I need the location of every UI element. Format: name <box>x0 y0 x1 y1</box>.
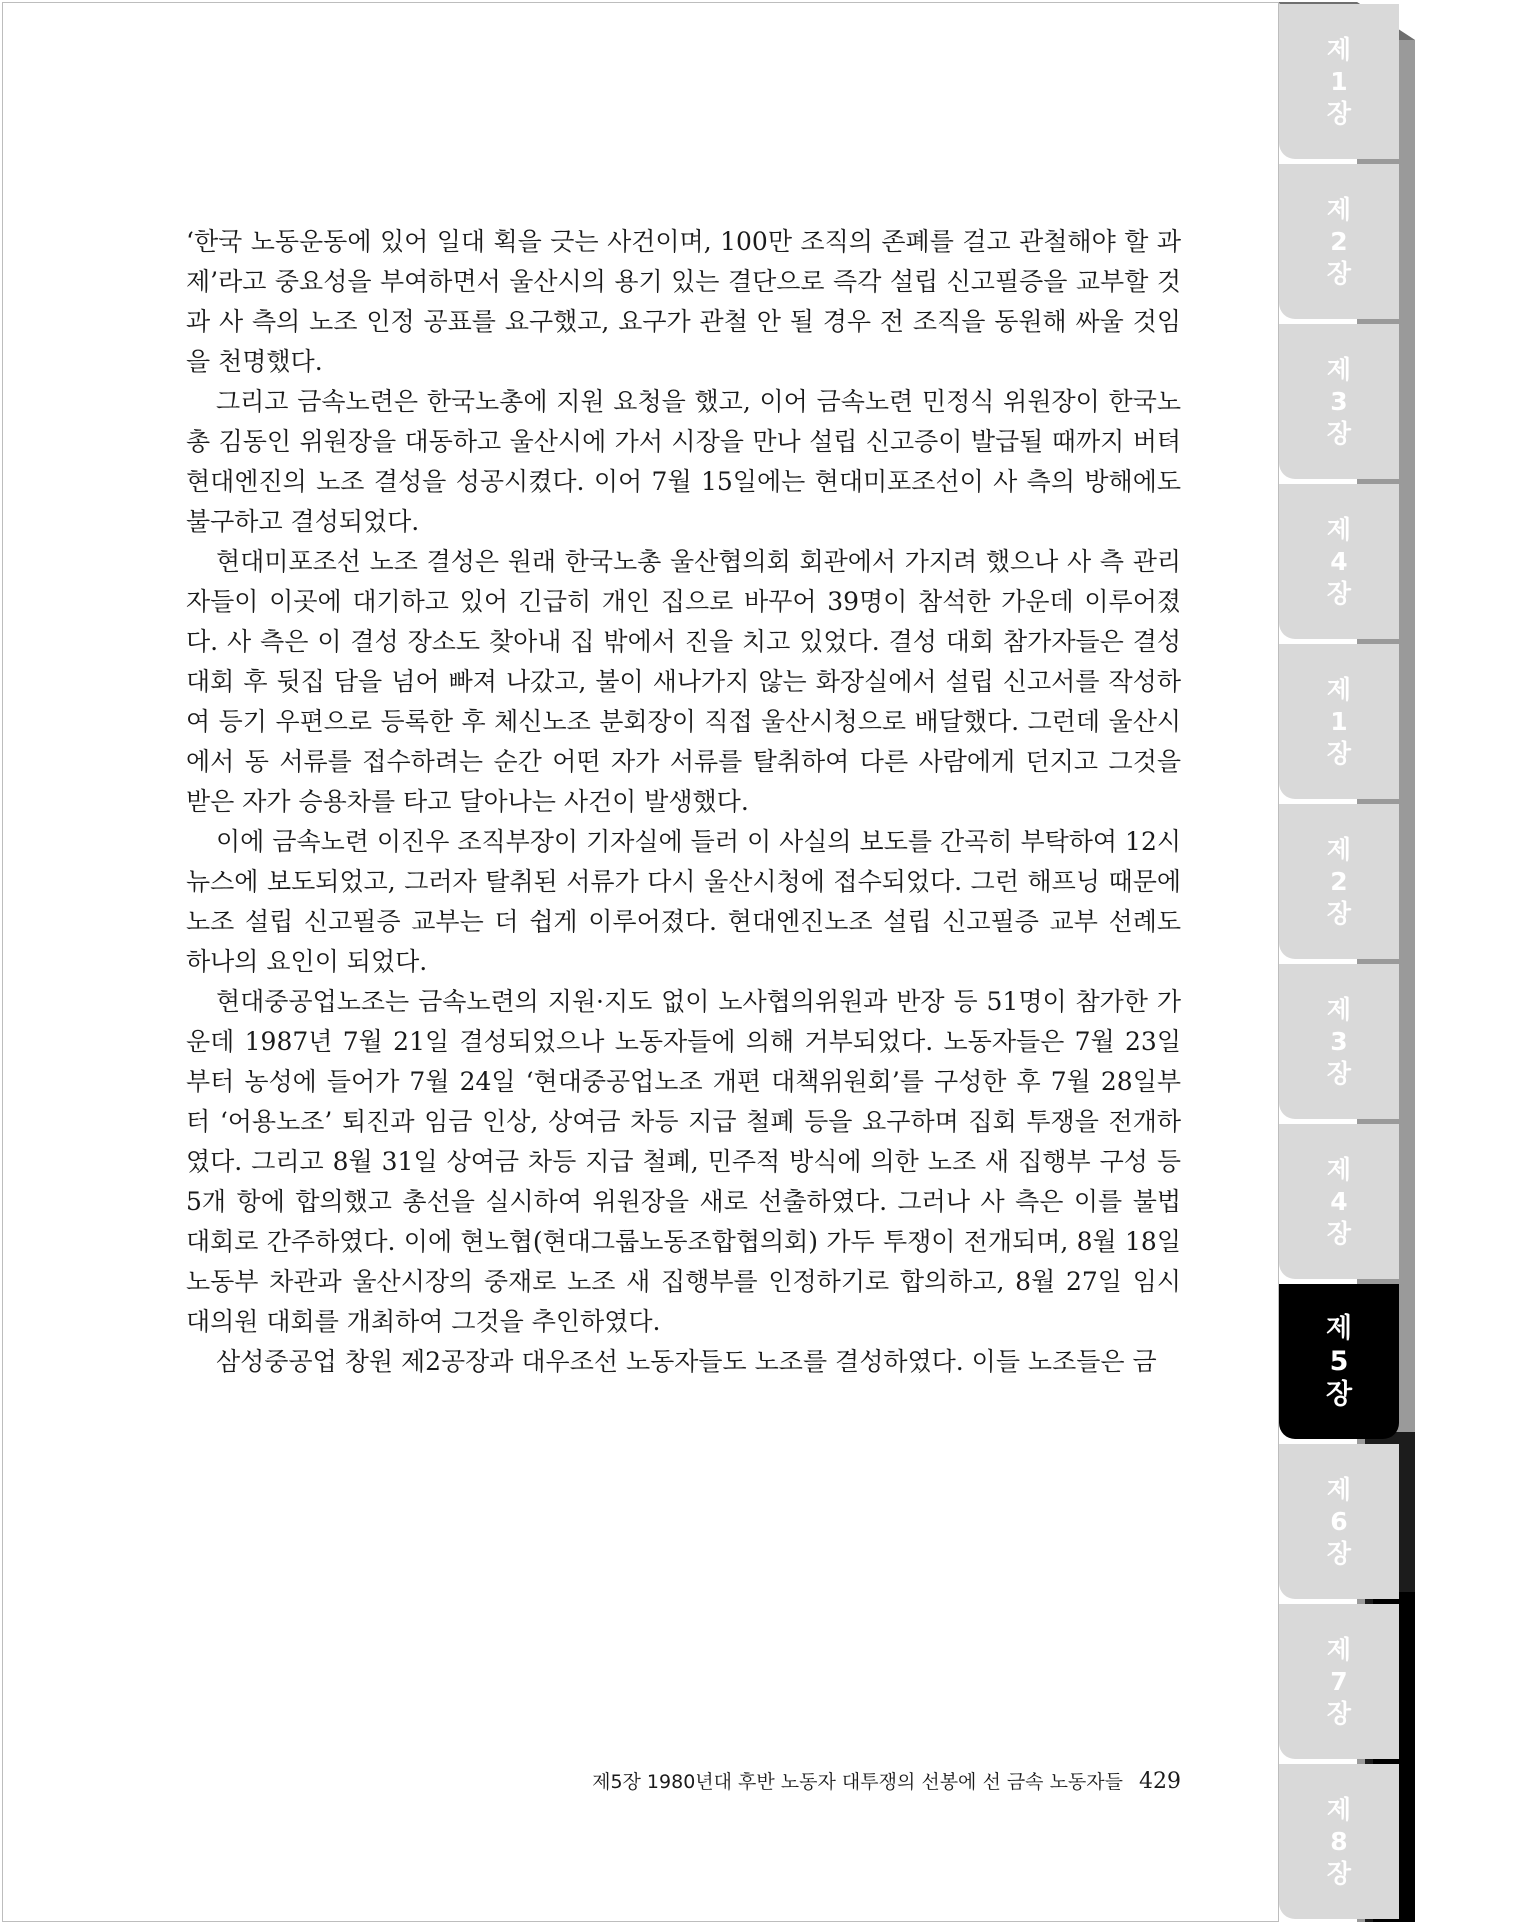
chapter-tab-label: 제6장 <box>1326 1474 1352 1568</box>
chapter-tab-label: 제1장 <box>1326 674 1352 768</box>
chapter-tab[interactable] <box>1279 164 1399 319</box>
chapter-tab[interactable] <box>1279 1284 1399 1439</box>
chapter-tab[interactable] <box>1279 1764 1399 1919</box>
chapter-tab[interactable] <box>1279 324 1399 479</box>
paragraph: 삼성중공업 창원 제2공장과 대우조선 노동자들도 노조를 결성하였다. 이들 노조들은 금 <box>216 1347 1157 1376</box>
chapter-tab[interactable] <box>1279 804 1399 959</box>
running-footer <box>486 1767 1181 1797</box>
chapter-tab[interactable] <box>1279 1444 1399 1599</box>
chapter-tab-label: 제2장 <box>1326 194 1352 288</box>
chapter-tab-label: 제3장 <box>1326 994 1352 1088</box>
running-title: 제5장 1980년대 후반 노동자 대투쟁의 선봉에 선 금속 노동자들 <box>592 1771 1123 1793</box>
chapter-tab-label: 제1장 <box>1326 34 1352 128</box>
chapter-tab-label: 제7장 <box>1326 1634 1352 1728</box>
paragraph: 그리고 금속노련은 한국노총에 지원 요청을 했고, 이어 금속노련 민정식 위원장이 한국노총 김동인 위원장을 대동하고 울산시에 가서 시장을 만나 설립 신고증이 발급될 때까지 버텨 현대엔진의 노조 결성을 성공시켰다. 이어 7월 15일에는 현대미포조선이 사 측의 방해에도 불구하고 결성되었다. <box>186 387 1181 536</box>
chapter-tab[interactable] <box>1279 644 1399 799</box>
paragraph: 현대중공업노조는 금속노련의 지원·지도 없이 노사협의위원과 반장 등 51명이 참가한 가운데 1987년 7월 21일 결성되었으나 노동자들에 의해 거부되었다. 노동자들은 7월 23일부터 농성에 들어가 7월 24일 ‘현대중공업노조 개편 대책위원회’를 구성한 후 7월 28일부터 ‘어용노조’ 퇴진과 임금 인상, 상여금 차등 지급 철폐 등을 요구하며 집회 투쟁을 전개하였다. 그리고 8월 31일 상여금 차등 지급 철폐, 민주적 방식에 의한 노조 새 집행부 구성 등 5개 항에 합의했고 총선을 실시하여 위원장을 새로 선출하였다. 그러나 사 측은 이를 불법 대회로 간주하였다. 이에 현노협(현대그룹노동조합협의회) 가두 투쟁이 전개되며, 8월 18일 노동부 차관과 울산시장의 중재로 노조 새 집행부를 인정하기로 합의하고, 8월 27일 임시 대의원 대회를 개최하여 그것을 추인하였다. <box>186 987 1181 1336</box>
paragraph: ‘한국 노동운동에 있어 일대 획을 긋는 사건이며, 100만 조직의 존폐를 걸고 관철해야 할 과제’라고 중요성을 부여하면서 울산시의 용기 있는 결단으로 즉각 설립 신고필증을 교부할 것과 사 측의 노조 인정 공표를 요구했고, 요구가 관철 안 될 경우 전 조직을 동원해 싸울 것임을 천명했다. <box>186 227 1181 376</box>
chapter-tab-label: 제4장 <box>1326 514 1352 608</box>
page-number: 429 <box>1139 1769 1181 1794</box>
chapter-tab-label: 제5장 <box>1325 1313 1353 1410</box>
chapter-tab[interactable] <box>1279 4 1399 159</box>
chapter-tab[interactable] <box>1279 1124 1399 1279</box>
chapter-tab-label: 제3장 <box>1326 354 1352 448</box>
body-text <box>186 222 1181 1382</box>
chapter-tab[interactable] <box>1279 1604 1399 1759</box>
chapter-tab[interactable] <box>1279 484 1399 639</box>
chapter-tab-label: 제8장 <box>1326 1794 1352 1888</box>
chapter-tab[interactable] <box>1279 964 1399 1119</box>
paragraph: 현대미포조선 노조 결성은 원래 한국노총 울산협의회 회관에서 가지려 했으나 사 측 관리자들이 이곳에 대기하고 있어 긴급히 개인 집으로 바꾸어 39명이 참석한 가운데 이루어졌다. 사 측은 이 결성 장소도 찾아내 집 밖에서 진을 치고 있었다. 결성 대회 참가자들은 결성 대회 후 뒷집 담을 넘어 빠져 나갔고, 불이 새나가지 않는 화장실에서 설립 신고서를 작성하여 등기 우편으로 등록한 후 체신노조 분회장이 직접 울산시청으로 배달했다. 그런데 울산시에서 동 서류를 접수하려는 순간 어떤 자가 서류를 탈취하여 다른 사람에게 던지고 그것을 받은 자가 승용차를 타고 달아나는 사건이 발생했다. <box>186 547 1181 816</box>
paragraph: 이에 금속노련 이진우 조직부장이 기자실에 들러 이 사실의 보도를 간곡히 부탁하여 12시 뉴스에 보도되었고, 그러자 탈취된 서류가 다시 울산시청에 접수되었다. 그런 해프닝 때문에 노조 설립 신고필증 교부는 더 쉽게 이루어졌다. 현대엔진노조 설립 신고필증 교부 선례도 하나의 요인이 되었다. <box>186 827 1181 976</box>
chapter-tab-label: 제2장 <box>1326 834 1352 928</box>
chapter-tab-label: 제4장 <box>1326 1154 1352 1248</box>
